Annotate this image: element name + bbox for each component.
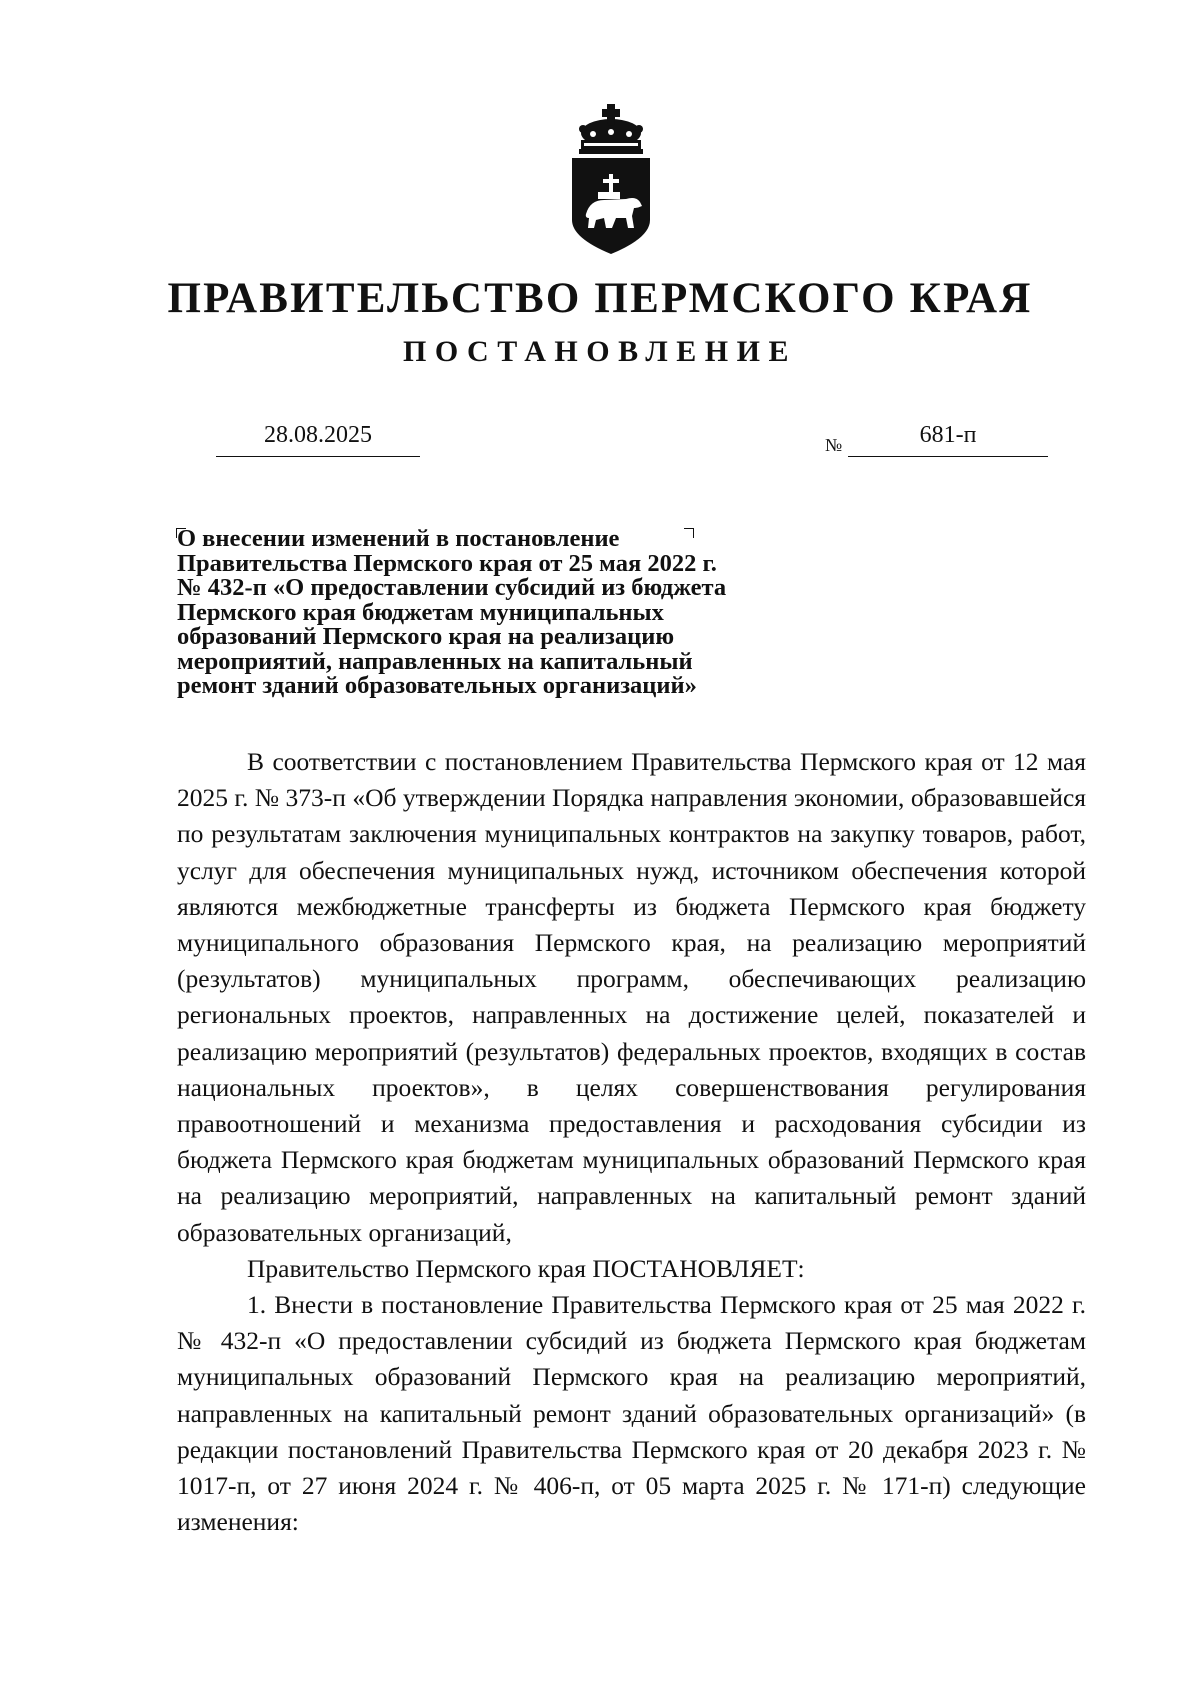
organization-title: ПРАВИТЕЛЬСТВО ПЕРМСКОГО КРАЯ: [167, 275, 1033, 322]
body-paragraph-resolves: Правительство Пермского края ПОСТАНОВЛЯЕТ:: [247, 1253, 805, 1283]
coat-of-arms-icon: [568, 104, 654, 256]
body-paragraph-item-1: 1. Внести в постановление Правительства Пермского края от 25 мая 2022 г. № 432-п «О предоставлении субсидий из бюджета Пермского края бюджетам муниципальных образований Пермского края на реализацию мероприятий, направленных на капитальный ремонт зданий образовательных организаций» (в редакции постановлений Правительства Пермского края от 20 декабря 2023 г. № 1017-п, от 27 июня 2024 г. № 406-п, от 05 марта 2025 г. № 171-п) следующие изменения:: [177, 1290, 1086, 1537]
subject-line: О внесении изменений в постановление: [177, 525, 620, 552]
subject-line: мероприятий, направленных на капитальный: [177, 647, 693, 675]
subject-line: Правительства Пермского края от 25 мая 2022 г.: [177, 549, 717, 577]
body-paragraph-preamble: В соответствии с постановлением Правительства Пермского края от 12 мая 2025 г. № 373-п «Об утверждении Порядка направления экономии, образовавшейся по результатам заключения муниципальных контрактов на закупку товаров, работ, услуг для обеспечения муниципальных нужд, источником обеспечения которой являются межбюджетные трансферты из бюджета Пермского края бюджету муниципального образования Пермского края, на реализацию мероприятий (результатов) муниципальных программ, обеспечивающих реализацию региональных проектов, направленных на достижение целей, показателей и реализацию мероприятий (результатов) федеральных проектов, входящих в состав национальных проектов», в целях совершенствования регулирования правоотношений и механизма предоставления и расходования субсидии из бюджета Пермского края бюджетам муниципальных образований Пермского края на реализацию мероприятий, направленных на капитальный ремонт зданий образовательных организаций,: [177, 747, 1086, 1247]
subject-line: ремонт зданий образовательных организаций»: [177, 672, 697, 699]
document-body: [177, 744, 1086, 1540]
subject-line: образований Пермского края на реализацию: [177, 623, 675, 650]
number-sign: №: [825, 435, 843, 455]
subject-line: № 432-п «О предоставлении субсидий из бюджета: [177, 574, 727, 601]
subject-line: Пермского края бюджетам муниципальных: [177, 598, 664, 626]
document-number: 681-п: [848, 418, 1048, 457]
document-date: 28.08.2025: [216, 418, 420, 457]
document-type: ПОСТАНОВЛЕНИЕ: [403, 335, 797, 368]
document-subject: [177, 527, 817, 699]
